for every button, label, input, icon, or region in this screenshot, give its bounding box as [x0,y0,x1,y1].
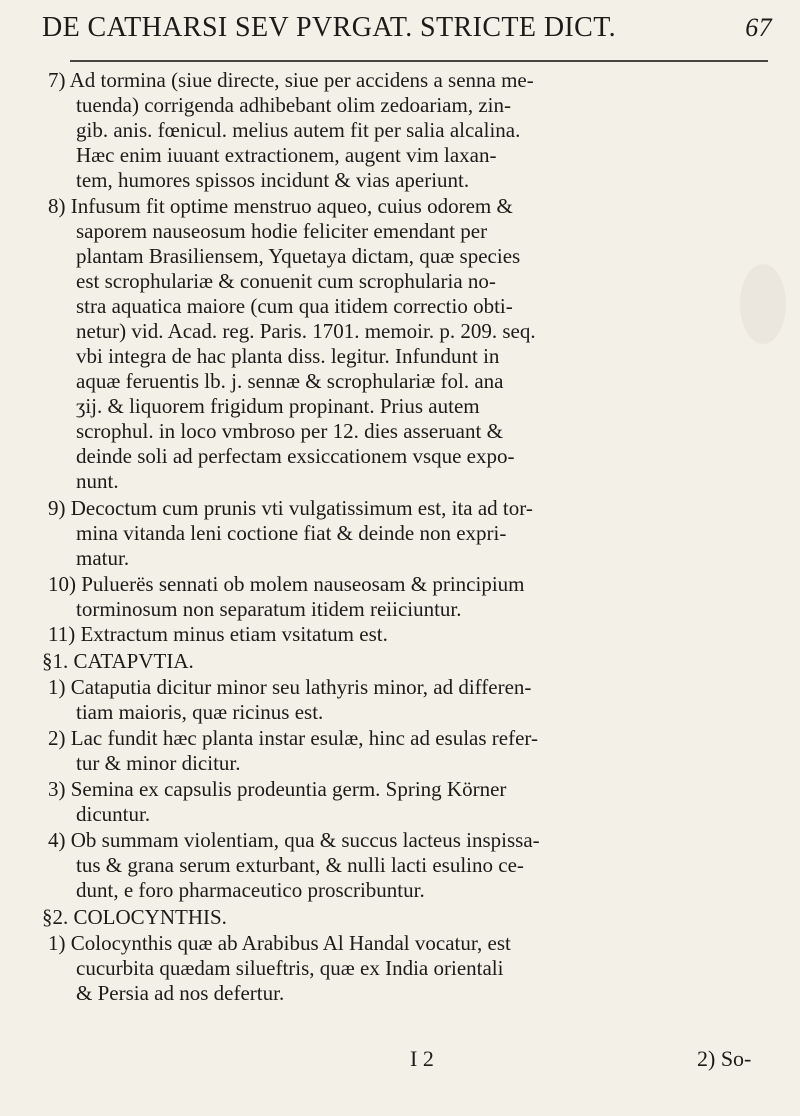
text-line: aquæ feruentis lb. j. sennæ & scrophulariæ fol. ana [76,369,504,393]
text-line: matur. [76,546,130,570]
text-line: 4) Ob summam violentiam, qua & succus lacteus inspissa- [48,828,540,852]
section-heading: §1. CATAPVTIA. [42,649,194,673]
text-line: mina vitanda leni coctione fiat & deinde non expri- [76,521,507,545]
running-header [42,12,772,46]
text-line: tuenda) corrigenda adhibebant olim zedoariam, zin- [76,93,511,117]
text-line: cucurbita quædam silueftris, quæ ex India orientali [76,956,504,980]
text-line: 1) Colocynthis quæ ab Arabibus Al Handal vocatur, est [48,931,511,955]
text-line: tus & grana serum exturbant, & nulli lacti esulino ce- [76,853,524,877]
signature-mark: I 2 [410,1046,434,1071]
text-line: netur) vid. Acad. reg. Paris. 1701. memoir. p. 209. seq. [76,319,536,343]
header-rule [70,60,768,62]
text-line: deinde soli ad perfectam exsiccationem vsque expo- [76,444,515,468]
text-line: ʒij. & liquorem frigidum propinant. Prius autem [76,394,480,418]
text-line: plantam Brasiliensem, Yquetaya dictam, quæ species [76,244,521,268]
text-line: 7) Ad tormina (siue directe, siue per accidens a senna me- [48,68,534,92]
text-line: tur & minor dicitur. [76,751,241,775]
text-line: 2) Lac fundit hæc planta instar esulæ, hinc ad esulas refer- [48,726,538,750]
text-line: 10) Puluerës sennati ob molem nauseosam & principium [48,572,525,596]
text-line: dicuntur. [76,802,151,826]
text-line: dunt, e foro pharmaceutico proscribuntur. [76,878,425,902]
text-line: 3) Semina ex capsulis prodeuntia germ. Spring Körner [48,777,507,801]
section-heading: §2. COLOCYNTHIS. [42,905,227,929]
text-line: est scrophulariæ & conuenit cum scrophularia no- [76,269,496,293]
text-line: tiam maioris, quæ ricinus est. [76,700,324,724]
text-line: gib. anis. fœnicul. melius autem fit per salia alcalina. [76,118,521,142]
text-line: 1) Cataputia dicitur minor seu lathyris minor, ad differen- [48,675,532,699]
text-line: torminosum non separatum itidem reiiciuntur. [76,597,462,621]
text-line: vbi integra de hac planta diss. legitur. Infundunt in [76,344,500,368]
text-line: nunt. [76,469,119,493]
text-line: stra aquatica maiore (cum qua itidem correctio obti- [76,294,513,318]
catchword: 2) So- [697,1046,752,1071]
page-footer [0,1046,800,1081]
text-line: 9) Decoctum cum prunis vti vulgatissimum est, ita ad tor- [48,496,533,520]
text-line: tem, humores spissos incidunt & vias aperiunt. [76,168,470,192]
page-title: DE CATHARSI SEV PVRGAT. STRICTE DICT. [42,12,617,43]
text-line: Hæc enim iuuant extractionem, augent vim laxan- [76,143,497,167]
text-line: scrophul. in loco vmbroso per 12. dies asseruant & [76,419,503,443]
text-line: & Persia ad nos defertur. [76,981,285,1005]
text-line: 11) Extractum minus etiam vsitatum est. [48,622,388,646]
text-line: 8) Infusum fit optime menstruo aqueo, cuius odorem & [48,194,513,218]
text-line: saporem nauseosum hodie feliciter emendant per [76,219,488,243]
page-number: 67 [745,13,772,42]
